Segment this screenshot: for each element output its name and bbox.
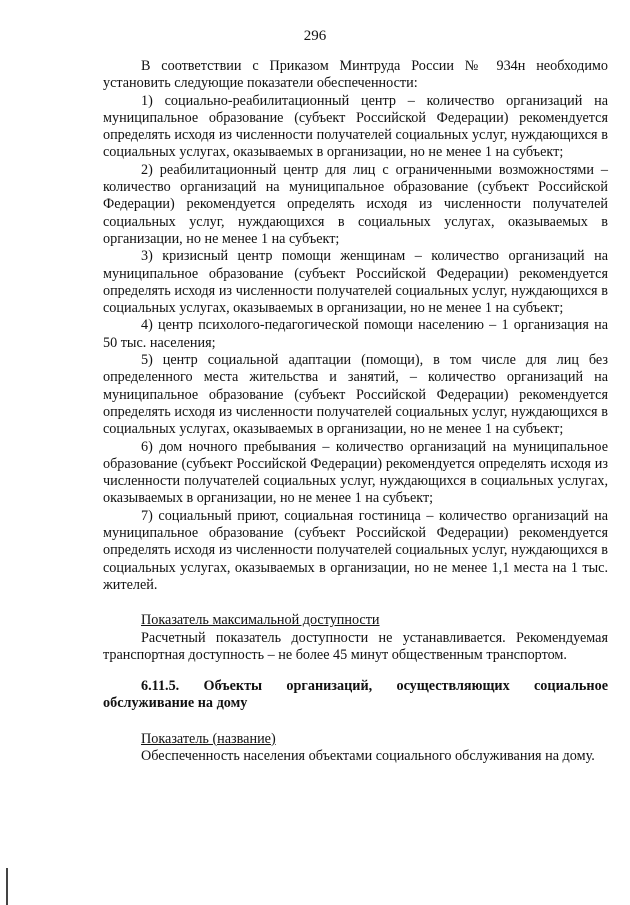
list-item-1: 1) социально-реабилитационный центр – количество организаций на муниципальное образование (субъект Российской Федерации) рекомендуется определять исходя из численности получателей социальных услуг, нуждающихся в социальных услугах, оказываемых в организации, но не менее 1 на субъект; <box>103 92 608 161</box>
indicator-heading: Показатель (название) <box>141 730 276 747</box>
section-heading: 6.11.5. Объекты организаций, осуществляющих социальное обслуживание на дому <box>103 678 608 712</box>
max-access-text: Расчетный показатель доступности не устанавливается. Рекомендуемая транспортная доступность – не более 45 минут общественным транспортом. <box>103 629 608 663</box>
indicator-text: Обеспеченность населения объектами социального обслуживания на дому. <box>141 747 595 764</box>
page-number: 296 <box>303 28 327 44</box>
list-item-7: 7) социальный приют, социальная гостиница – количество организаций на муниципальное образование (субъект Российской Федерации) рекомендуется определять исходя из численности получателей социальных услуг, нуждающихся в социальных услугах, оказываемых в организации, но не менее 1,1 места на 1 тыс. жителей. <box>103 507 608 593</box>
list-item-6: 6) дом ночного пребывания – количество организаций на муниципальное образование (субъект Российской Федерации) рекомендуется определять исходя из численности получателей социальных услуг, нуждающихся в социальных услугах, оказываемых в организации, но не менее 1 на субъект; <box>103 438 608 507</box>
spacer <box>103 713 608 731</box>
page-body <box>103 58 608 765</box>
list-item-4: 4) центр психолого-педагогической помощи населению – 1 организация на 50 тыс. населения; <box>103 317 608 351</box>
scan-edge-mark <box>6 868 8 905</box>
list-item-3: 3) кризисный центр помощи женщинам – количество организаций на муниципальное образование (субъект Российской Федерации) рекомендуется определять исходя из численности получателей социальных услуг, нуждающихся в социальных услугах, оказываемых в организации, но не менее 1 на субъект; <box>103 248 608 317</box>
intro-paragraph: В соответствии с Приказом Минтруда России № 934н необходимо установить следующие показатели обеспеченности: <box>103 58 608 92</box>
max-access-heading: Показатель максимальной доступности <box>141 612 380 629</box>
list-item-2: 2) реабилитационный центр для лиц с ограниченными возможностями – количество организаций на муниципальное образование (субъект Российской Федерации) рекомендуется определять исходя из численности получателей социальных услуг, нуждающихся в социальных услугах, оказываемых в организации, но не менее 1 на субъект; <box>103 161 608 247</box>
spacer <box>103 664 608 678</box>
list-item-5: 5) центр социальной адаптации (помощи), в том числе для лиц без определенного места жительства и занятий, – количество организаций на муниципальное образование (субъект Российской Федерации) рекомендуется определять исходя из численности получателей социальных услуг, нуждающихся в социальных услугах, оказываемых в организации, но не менее 1 на субъект; <box>103 352 608 438</box>
spacer <box>103 594 608 612</box>
